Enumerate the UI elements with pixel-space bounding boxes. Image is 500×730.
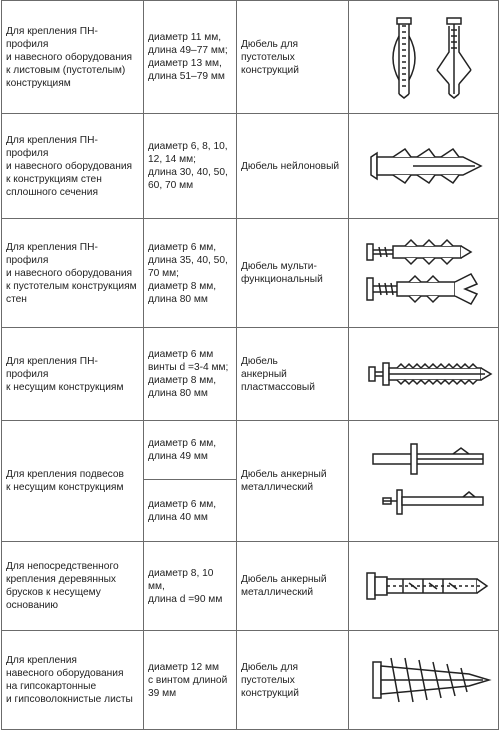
table-row	[2, 114, 499, 219]
type-cell: Дюбель для пустотелых конструкций	[237, 631, 349, 730]
drywall-screw-anchor-icon	[353, 644, 499, 716]
type-cell: Дюбель анкерный пластмассовый	[237, 328, 349, 421]
purpose-cell: Для крепления ПН-профиля к несущим конструкциям	[2, 328, 144, 421]
specs-cell: диаметр 6 мм, длина 35, 40, 50, 70 мм; диаметр 8 мм, длина 80 мм	[144, 219, 237, 328]
type-cell: Дюбель анкерный металлический	[237, 421, 349, 542]
table-row	[2, 421, 499, 480]
purpose-cell: Для непосредственного крепления деревянных брусков к несущему основанию	[2, 542, 144, 631]
type-cell: Дюбель для пустотелых конструкций	[237, 1, 349, 114]
fastener-table	[1, 0, 499, 730]
type-cell: Дюбель анкерный металлический	[237, 542, 349, 631]
specs-cell: диаметр 6, 8, 10, 12, 14 мм; длина 30, 40, 50, 60, 70 мм	[144, 114, 237, 219]
metal-wedge-anchor-icon	[353, 434, 499, 528]
hollow-wall-anchor-icon	[353, 14, 499, 100]
type-cell: Дюбель нейлоновый	[237, 114, 349, 219]
specs-cell: диаметр 6 мм, длина 49 мм	[144, 421, 237, 480]
table-row	[2, 542, 499, 631]
purpose-cell: Для крепления ПН-профиля и навесного оборудования к конструкциям стен сплошного сечения	[2, 114, 144, 219]
purpose-cell: Для крепления ПН-профиля и навесного оборудования к листовым (пустотелым) конструкциям	[2, 1, 144, 114]
table-row	[2, 631, 499, 730]
table-row	[2, 328, 499, 421]
table-row	[2, 219, 499, 328]
type-cell: Дюбель мульти- функциональный	[237, 219, 349, 328]
specs-cell: диаметр 6 мм, длина 40 мм	[144, 480, 237, 542]
purpose-cell: Для крепления навесного оборудования на гипсокартонные и гипсоволокнистые листы	[2, 631, 144, 730]
nylon-dowel-icon	[353, 127, 499, 205]
table-row	[2, 1, 499, 114]
purpose-cell: Для крепления ПН-профиля и навесного оборудования к пустотелым конструкциям стен	[2, 219, 144, 328]
specs-cell: диаметр 12 мм с винтом длиной 39 мм	[144, 631, 237, 730]
metal-sleeve-anchor-icon	[353, 555, 499, 617]
purpose-cell: Для крепления подвесов к несущим конструкциям	[2, 421, 144, 542]
specs-cell: диаметр 8, 10 мм, длина d =90 мм	[144, 542, 237, 631]
specs-cell: диаметр 6 мм винты d =3-4 мм; диаметр 8 мм, длина 80 мм	[144, 328, 237, 421]
specs-cell: диаметр 11 мм, длина 49–77 мм; диаметр 13 мм, длина 51–79 мм	[144, 1, 237, 114]
multifunctional-dowel-icon	[353, 232, 499, 314]
plastic-anchor-icon	[353, 341, 499, 407]
